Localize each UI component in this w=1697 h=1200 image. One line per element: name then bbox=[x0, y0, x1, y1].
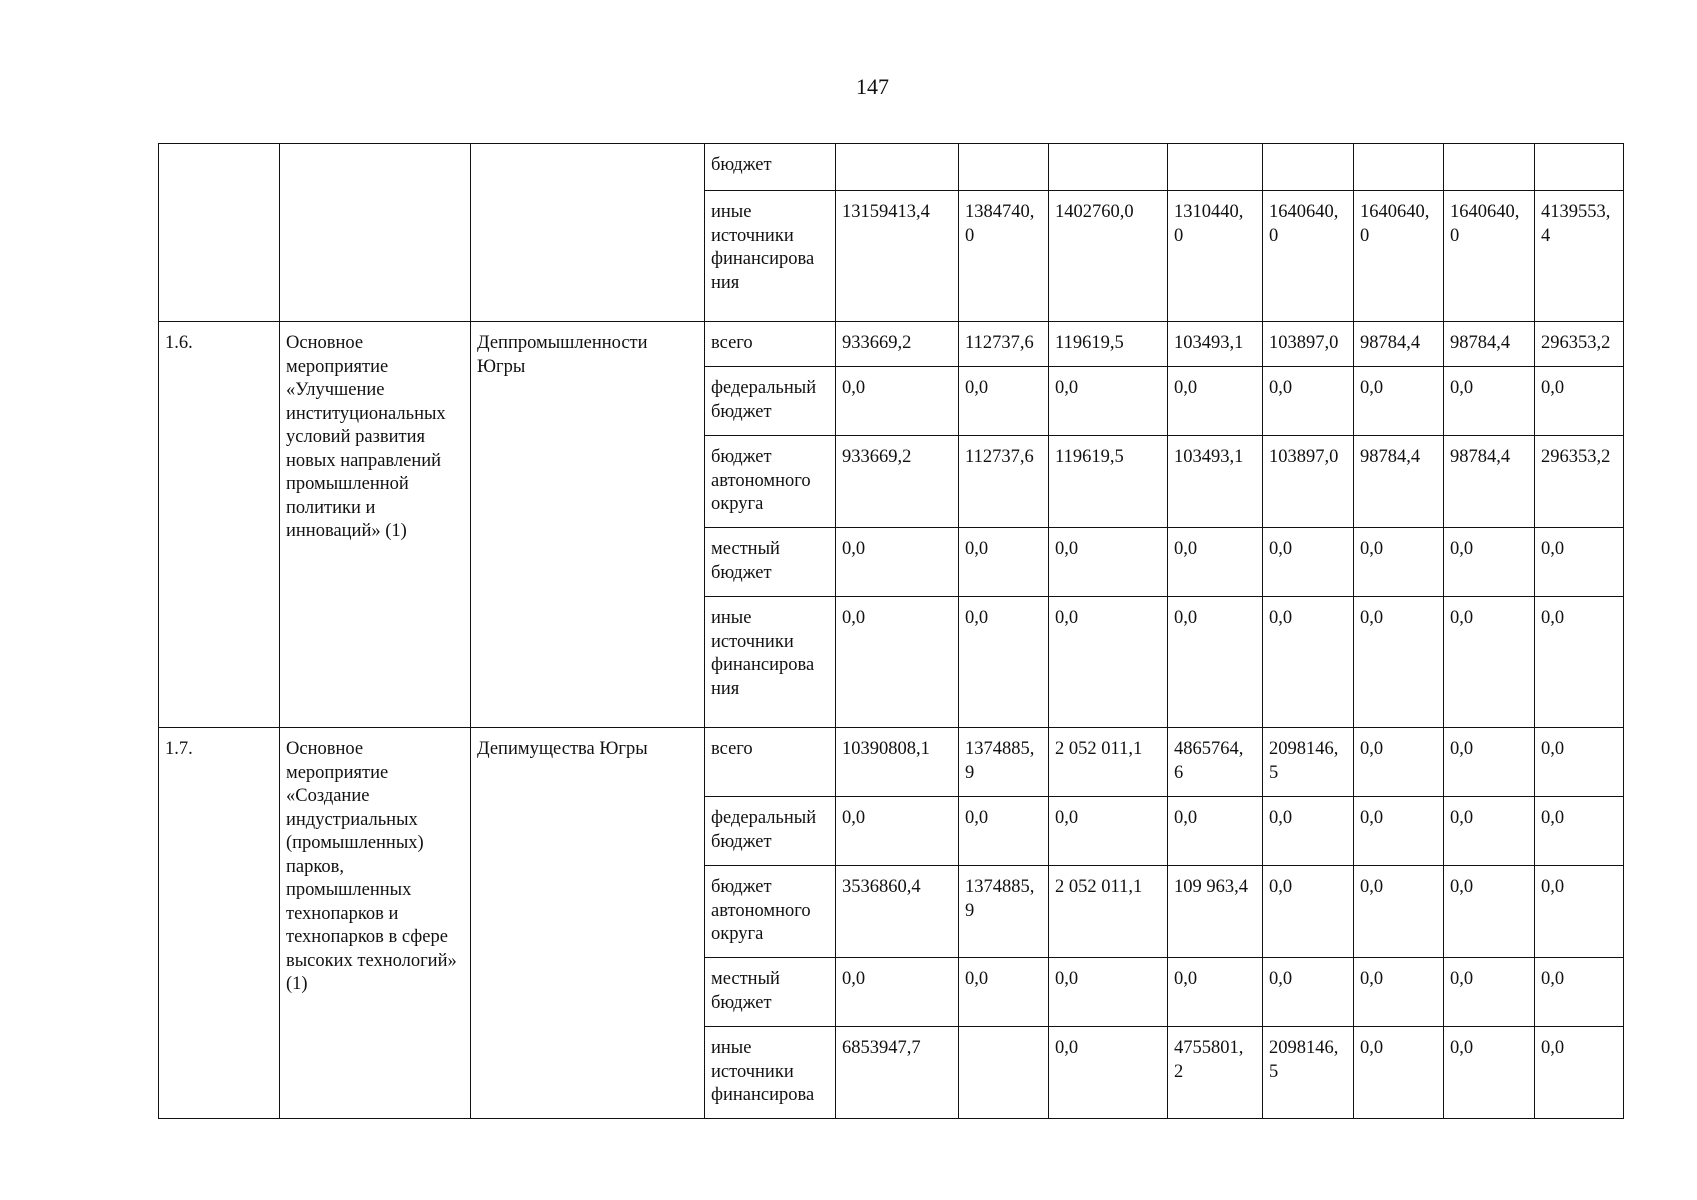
value-cell: 112737,6 bbox=[959, 436, 1049, 528]
value-cell: 98784,4 bbox=[1354, 436, 1444, 528]
value-cell: 6853947,7 bbox=[836, 1027, 959, 1119]
value-cell: 1310440, 0 bbox=[1168, 191, 1263, 322]
value-cell: 0,0 bbox=[1444, 866, 1535, 958]
value-cell: 0,0 bbox=[836, 528, 959, 597]
value-cell: 0,0 bbox=[1049, 597, 1168, 728]
value-cell: 1402760,0 bbox=[1049, 191, 1168, 322]
value-cell: 0,0 bbox=[1444, 958, 1535, 1027]
value-cell: 1384740, 0 bbox=[959, 191, 1049, 322]
page-number: 147 bbox=[856, 74, 889, 99]
value-cell: 0,0 bbox=[1535, 597, 1624, 728]
value-cell: 0,0 bbox=[1263, 597, 1354, 728]
value-cell: 103897,0 bbox=[1263, 322, 1354, 367]
value-cell: 0,0 bbox=[1535, 528, 1624, 597]
value-cell: 0,0 bbox=[959, 597, 1049, 728]
value-cell: 103493,1 bbox=[1168, 322, 1263, 367]
source-cell: иные источники финансирова ния bbox=[705, 597, 836, 728]
executor-cell: Деппромышленности Югры bbox=[471, 322, 705, 728]
value-cell: 0,0 bbox=[1263, 797, 1354, 866]
value-cell: 0,0 bbox=[1263, 367, 1354, 436]
source-cell: местный бюджет bbox=[705, 958, 836, 1027]
value-cell bbox=[959, 1027, 1049, 1119]
value-cell: 0,0 bbox=[1263, 528, 1354, 597]
value-cell bbox=[1049, 144, 1168, 191]
source-cell: бюджет bbox=[705, 144, 836, 191]
value-cell: 0,0 bbox=[1168, 367, 1263, 436]
value-cell: 119619,5 bbox=[1049, 436, 1168, 528]
source-cell: всего bbox=[705, 728, 836, 797]
number-cell bbox=[159, 144, 280, 322]
value-cell: 0,0 bbox=[1444, 1027, 1535, 1119]
source-cell: федеральный бюджет bbox=[705, 797, 836, 866]
value-cell: 103493,1 bbox=[1168, 436, 1263, 528]
source-cell: бюджет автономного округа bbox=[705, 866, 836, 958]
value-cell: 933669,2 bbox=[836, 322, 959, 367]
table-row bbox=[159, 322, 1624, 367]
value-cell: 0,0 bbox=[1354, 1027, 1444, 1119]
value-cell: 0,0 bbox=[1168, 597, 1263, 728]
value-cell: 0,0 bbox=[1444, 528, 1535, 597]
source-cell: всего bbox=[705, 322, 836, 367]
measure-name-cell: Основное мероприятие «Создание индустриальных (промышленных) парков, промышленных технопарков и технопарков в сфере высоких технологий» (1) bbox=[280, 728, 471, 1119]
value-cell: 1640640, 0 bbox=[1354, 191, 1444, 322]
value-cell: 0,0 bbox=[1263, 866, 1354, 958]
value-cell: 0,0 bbox=[1535, 1027, 1624, 1119]
value-cell bbox=[1354, 144, 1444, 191]
value-cell: 4865764, 6 bbox=[1168, 728, 1263, 797]
value-cell: 0,0 bbox=[1168, 797, 1263, 866]
value-cell: 0,0 bbox=[1263, 958, 1354, 1027]
value-cell: 296353,2 bbox=[1535, 436, 1624, 528]
value-cell: 0,0 bbox=[1049, 367, 1168, 436]
value-cell: 13159413,4 bbox=[836, 191, 959, 322]
table-row bbox=[159, 144, 1624, 191]
source-cell: местный бюджет bbox=[705, 528, 836, 597]
measure-name-cell: Основное мероприятие «Улучшение институциональных условий развития новых направлений промышленной политики и инноваций» (1) bbox=[280, 322, 471, 728]
value-cell bbox=[1263, 144, 1354, 191]
value-cell bbox=[1535, 144, 1624, 191]
value-cell: 0,0 bbox=[959, 797, 1049, 866]
value-cell: 119619,5 bbox=[1049, 322, 1168, 367]
measure-name-cell bbox=[280, 144, 471, 322]
value-cell: 98784,4 bbox=[1444, 322, 1535, 367]
value-cell: 0,0 bbox=[959, 958, 1049, 1027]
table-row bbox=[159, 728, 1624, 797]
value-cell: 0,0 bbox=[1049, 958, 1168, 1027]
value-cell: 296353,2 bbox=[1535, 322, 1624, 367]
value-cell: 0,0 bbox=[836, 797, 959, 866]
value-cell bbox=[959, 144, 1049, 191]
value-cell: 4755801, 2 bbox=[1168, 1027, 1263, 1119]
source-cell: бюджет автономного округа bbox=[705, 436, 836, 528]
number-cell: 1.7. bbox=[159, 728, 280, 1119]
value-cell bbox=[1168, 144, 1263, 191]
value-cell: 0,0 bbox=[1444, 367, 1535, 436]
value-cell: 1374885, 9 bbox=[959, 866, 1049, 958]
value-cell: 2 052 011,1 bbox=[1049, 728, 1168, 797]
value-cell: 0,0 bbox=[836, 958, 959, 1027]
value-cell: 3536860,4 bbox=[836, 866, 959, 958]
executor-cell: Депимущества Югры bbox=[471, 728, 705, 1119]
value-cell: 0,0 bbox=[1535, 797, 1624, 866]
value-cell: 0,0 bbox=[1049, 1027, 1168, 1119]
value-cell: 0,0 bbox=[1444, 797, 1535, 866]
value-cell: 0,0 bbox=[1168, 528, 1263, 597]
value-cell: 0,0 bbox=[959, 367, 1049, 436]
value-cell bbox=[1444, 144, 1535, 191]
value-cell: 0,0 bbox=[959, 528, 1049, 597]
value-cell: 2 052 011,1 bbox=[1049, 866, 1168, 958]
value-cell: 0,0 bbox=[1049, 797, 1168, 866]
source-cell: федеральный бюджет bbox=[705, 367, 836, 436]
value-cell: 0,0 bbox=[1354, 866, 1444, 958]
value-cell: 0,0 bbox=[836, 597, 959, 728]
value-cell: 0,0 bbox=[1354, 728, 1444, 797]
value-cell: 2098146, 5 bbox=[1263, 728, 1354, 797]
value-cell: 0,0 bbox=[1444, 728, 1535, 797]
value-cell bbox=[836, 144, 959, 191]
value-cell: 0,0 bbox=[1535, 728, 1624, 797]
value-cell: 0,0 bbox=[836, 367, 959, 436]
value-cell: 1640640, 0 bbox=[1444, 191, 1535, 322]
value-cell: 0,0 bbox=[1168, 958, 1263, 1027]
value-cell: 109 963,4 bbox=[1168, 866, 1263, 958]
value-cell: 98784,4 bbox=[1354, 322, 1444, 367]
value-cell: 0,0 bbox=[1354, 597, 1444, 728]
value-cell: 0,0 bbox=[1535, 958, 1624, 1027]
value-cell: 0,0 bbox=[1535, 866, 1624, 958]
source-cell: иные источники финансирова ния bbox=[705, 191, 836, 322]
source-cell: иные источники финансирова bbox=[705, 1027, 836, 1119]
value-cell: 0,0 bbox=[1354, 797, 1444, 866]
value-cell: 2098146, 5 bbox=[1263, 1027, 1354, 1119]
value-cell: 10390808,1 bbox=[836, 728, 959, 797]
number-cell: 1.6. bbox=[159, 322, 280, 728]
value-cell: 103897,0 bbox=[1263, 436, 1354, 528]
financing-table bbox=[158, 143, 1624, 1119]
value-cell: 1640640, 0 bbox=[1263, 191, 1354, 322]
value-cell: 0,0 bbox=[1444, 597, 1535, 728]
value-cell: 0,0 bbox=[1049, 528, 1168, 597]
executor-cell bbox=[471, 144, 705, 322]
value-cell: 0,0 bbox=[1354, 367, 1444, 436]
value-cell: 4139553, 4 bbox=[1535, 191, 1624, 322]
value-cell: 0,0 bbox=[1354, 528, 1444, 597]
value-cell: 1374885, 9 bbox=[959, 728, 1049, 797]
value-cell: 933669,2 bbox=[836, 436, 959, 528]
value-cell: 0,0 bbox=[1535, 367, 1624, 436]
value-cell: 98784,4 bbox=[1444, 436, 1535, 528]
value-cell: 0,0 bbox=[1354, 958, 1444, 1027]
value-cell: 112737,6 bbox=[959, 322, 1049, 367]
